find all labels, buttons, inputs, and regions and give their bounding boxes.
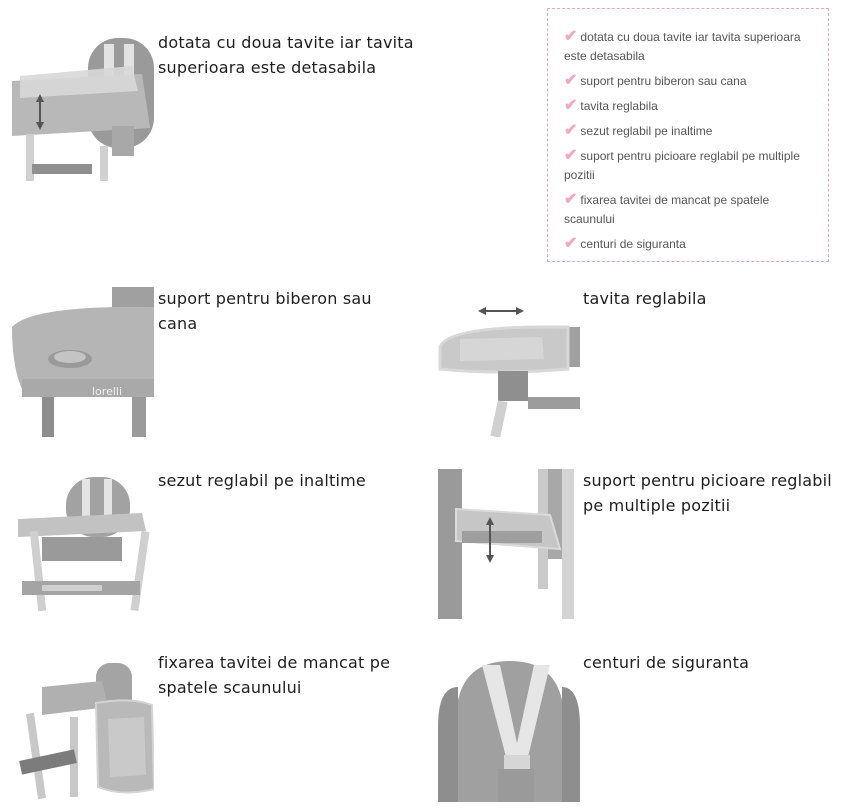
highchair-double-tray-image — [12, 36, 154, 181]
safety-belts-image — [438, 657, 580, 802]
check-icon: ✔ — [564, 72, 578, 89]
tray-cup-holder-image — [12, 287, 154, 437]
feature-tray-on-back-text: fixarea tavitei de mancat pe spatele scaunului — [158, 653, 391, 697]
feature-adjustable-tray-text: tavita reglabila — [583, 289, 707, 308]
check-icon: ✔ — [564, 28, 578, 45]
feature-height-seat-text: sezut reglabil pe inaltime — [158, 471, 366, 490]
checklist-item — [564, 71, 816, 91]
checklist-item-label: sezut reglabil pe inaltime — [580, 124, 713, 138]
checklist-item — [564, 27, 816, 66]
check-icon: ✔ — [564, 97, 578, 114]
adjustable-tray-image — [438, 297, 580, 437]
checklist-item — [564, 96, 816, 116]
checklist-item-label: dotata cu doua tavite iar tavita superioara este detasabila — [564, 30, 801, 63]
checklist-item-label: fixarea tavitei de mancat pe spatele scaunului — [564, 193, 770, 226]
checklist-item — [564, 190, 816, 229]
checklist-item — [564, 234, 816, 254]
tray-stored-back-image — [12, 657, 154, 802]
checklist-item — [564, 146, 816, 185]
feature-detachable-tray-text: dotata cu doua tavite iar tavita superioara este detasabila — [158, 33, 414, 77]
checklist-item-label: tavita reglabila — [580, 99, 658, 113]
check-icon: ✔ — [564, 235, 578, 252]
check-icon: ✔ — [564, 122, 578, 139]
checklist-item-label: centuri de siguranta — [580, 237, 686, 251]
features-checklist — [547, 8, 829, 262]
check-icon: ✔ — [564, 191, 578, 208]
brand-logo: lorelli — [92, 385, 123, 398]
highchair-full-image — [12, 469, 154, 619]
checklist-item — [564, 121, 816, 141]
check-icon: ✔ — [564, 147, 578, 164]
feature-safety-belts-text: centuri de siguranta — [583, 653, 750, 672]
checklist-item-label: suport pentru biberon sau cana — [580, 74, 747, 88]
feature-footrest-text: suport pentru picioare reglabil pe multiple pozitii — [583, 471, 832, 515]
footrest-image — [438, 469, 580, 619]
feature-bottle-holder-text: suport pentru biberon sau cana — [158, 289, 372, 333]
checklist-item-label: suport pentru picioare reglabil pe multiple pozitii — [564, 149, 800, 182]
